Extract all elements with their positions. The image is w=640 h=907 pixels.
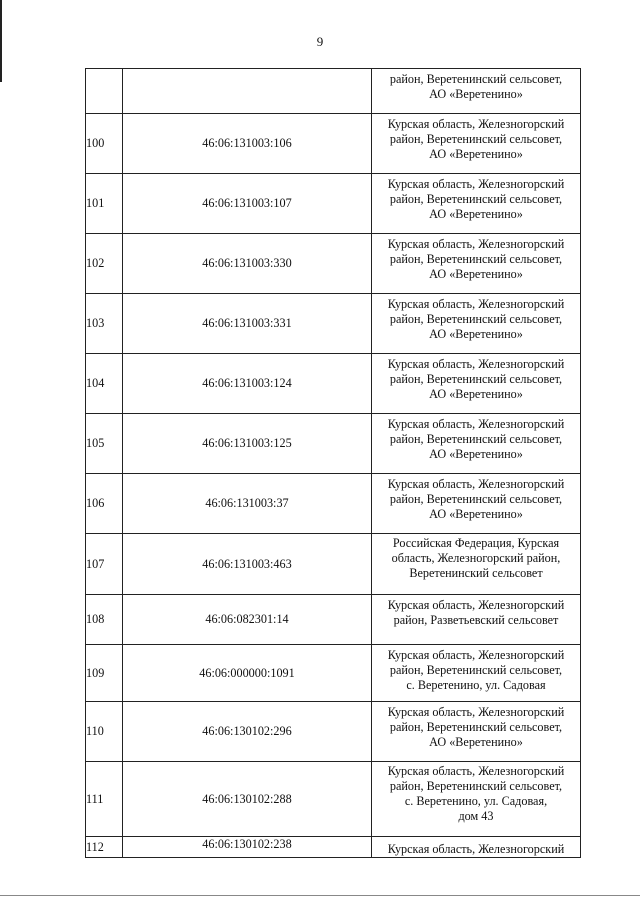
row-number: 104: [86, 354, 123, 414]
address-line: АО «Веретенино»: [429, 735, 523, 749]
table-row: [86, 645, 581, 702]
cadastral-number: 46:06:131003:125: [123, 414, 372, 474]
cadastral-number: 46:06:082301:14: [123, 595, 372, 645]
address-line: район, Разветьевский сельсовет: [393, 613, 559, 627]
row-number: 112: [86, 837, 123, 858]
address-line: район, Веретенинский сельсовет,: [389, 720, 563, 734]
address-cell: [372, 294, 581, 354]
address-line: Курская область, Железногорский: [387, 705, 565, 719]
address-cell: [372, 414, 581, 474]
row-number: 108: [86, 595, 123, 645]
address-cell: [372, 69, 581, 114]
address-cell: [372, 762, 581, 837]
address-line: АО «Веретенино»: [429, 87, 523, 101]
address-line: Курская область, Железногорский: [387, 297, 565, 311]
row-number: 107: [86, 534, 123, 595]
address-line: Курская область, Железногорский: [387, 477, 565, 491]
address-line: Курская область, Железногорский: [387, 842, 565, 856]
address-line: Курская область, Железногорский: [387, 648, 565, 662]
address-line: АО «Веретенино»: [429, 267, 523, 281]
row-number: 100: [86, 114, 123, 174]
address-line: район, Веретенинский сельсовет,: [389, 492, 563, 506]
address-line: АО «Веретенино»: [429, 387, 523, 401]
address-line: АО «Веретенино»: [429, 447, 523, 461]
row-number: 103: [86, 294, 123, 354]
table-row: [86, 174, 581, 234]
address-line: район, Веретенинский сельсовет,: [389, 132, 563, 146]
land-plot-table: [85, 68, 581, 858]
address-cell: [372, 702, 581, 762]
row-number: 101: [86, 174, 123, 234]
address-cell: [372, 114, 581, 174]
table-row: [86, 354, 581, 414]
cadastral-number: [123, 69, 372, 114]
table-row: [86, 595, 581, 645]
table-body: [86, 69, 581, 858]
table-row: [86, 234, 581, 294]
address-line: Курская область, Железногорский: [387, 177, 565, 191]
address-line: район, Веретенинский сельсовет,: [389, 372, 563, 386]
row-number: 110: [86, 702, 123, 762]
address-line: Курская область, Железногорский: [387, 357, 565, 371]
address-line: АО «Веретенино»: [429, 207, 523, 221]
table-row: [86, 414, 581, 474]
row-number: 105: [86, 414, 123, 474]
address-line: район, Веретенинский сельсовет,: [389, 252, 563, 266]
cadastral-number: 46:06:130102:296: [123, 702, 372, 762]
table-row: [86, 702, 581, 762]
address-cell: [372, 174, 581, 234]
bottom-rule: [0, 895, 640, 896]
row-number: 102: [86, 234, 123, 294]
address-line: область, Железногорский район,: [391, 551, 561, 565]
address-line: Курская область, Железногорский: [387, 598, 565, 612]
address-line: Курская область, Железногорский: [387, 764, 565, 778]
row-number: 109: [86, 645, 123, 702]
address-line: АО «Веретенино»: [429, 327, 523, 341]
table-row: [86, 114, 581, 174]
address-cell: [372, 354, 581, 414]
cadastral-number: 46:06:131003:106: [123, 114, 372, 174]
cadastral-number: 46:06:131003:331: [123, 294, 372, 354]
row-number: 106: [86, 474, 123, 534]
address-cell: [372, 645, 581, 702]
address-line: Российская Федерация, Курская: [392, 536, 560, 550]
address-line: с. Веретенино, ул. Садовая,: [404, 794, 548, 808]
cadastral-number: 46:06:130102:288: [123, 762, 372, 837]
cadastral-number: 46:06:131003:37: [123, 474, 372, 534]
address-line: АО «Веретенино»: [429, 507, 523, 521]
cadastral-number: 46:06:130102:238: [123, 837, 372, 858]
row-number: 111: [86, 762, 123, 837]
address-line: район, Веретенинский сельсовет,: [389, 72, 563, 86]
table-row: [86, 474, 581, 534]
cadastral-number: 46:06:131003:463: [123, 534, 372, 595]
row-number: [86, 69, 123, 114]
page-number: 9: [316, 34, 324, 49]
table-row: [86, 69, 581, 114]
address-cell: [372, 595, 581, 645]
address-cell: [372, 474, 581, 534]
address-line: район, Веретенинский сельсовет,: [389, 312, 563, 326]
table-row: [86, 762, 581, 837]
cadastral-number: 46:06:131003:124: [123, 354, 372, 414]
cadastral-number: 46:06:131003:107: [123, 174, 372, 234]
table-row: [86, 837, 581, 858]
address-line: АО «Веретенино»: [429, 147, 523, 161]
address-line: с. Веретенино, ул. Садовая: [406, 678, 546, 692]
address-cell: [372, 234, 581, 294]
address-line: район, Веретенинский сельсовет,: [389, 192, 563, 206]
address-line: район, Веретенинский сельсовет,: [389, 432, 563, 446]
address-line: район, Веретенинский сельсовет,: [389, 663, 563, 677]
address-line: Курская область, Железногорский: [387, 237, 565, 251]
address-cell: [372, 837, 581, 858]
table-row: [86, 294, 581, 354]
cadastral-number: 46:06:131003:330: [123, 234, 372, 294]
cadastral-number: 46:06:000000:1091: [123, 645, 372, 702]
table-row: [86, 534, 581, 595]
address-line: Курская область, Железногорский: [387, 117, 565, 131]
address-line: район, Веретенинский сельсовет,: [389, 779, 563, 793]
address-line: дом 43: [458, 809, 494, 823]
address-line: Курская область, Железногорский: [387, 417, 565, 431]
address-line: Веретенинский сельсовет: [409, 566, 543, 580]
address-cell: [372, 534, 581, 595]
